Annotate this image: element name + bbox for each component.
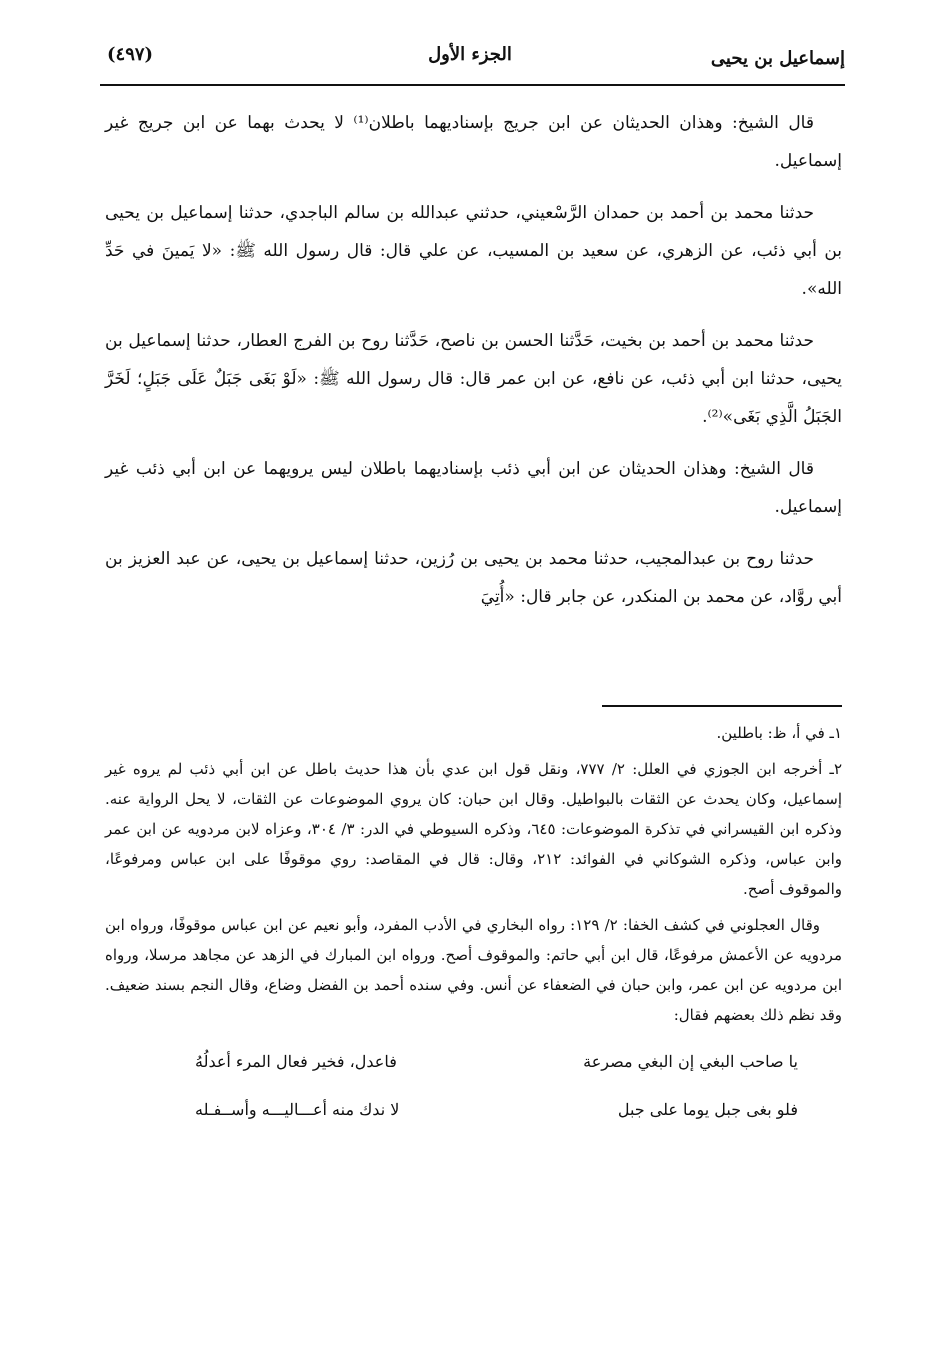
header-rule — [100, 84, 845, 86]
footnote-separator — [602, 705, 842, 707]
verse-second-hemistich: لا ندك منه أعـــاليـــه وأســفـله — [195, 1100, 400, 1119]
verse-first-hemistich: يا صاحب البغي إن البغي مصرعة — [583, 1052, 798, 1071]
footnote-continuation: وقال العجلوني في كشف الخفا: ٢/ ١٢٩: رواه البخاري في الأدب المفرد، وأبو نعيم عن ابن عباس موقوفًا، ورواه ابن مردويه عن الأعمش مرفوعًا، قال ابن أبي حاتم: والموقوف أصح. ورواه ابن المبارك في الزهد عن مجاهد مرسلا، ورواه ابن مردويه عن ابن عمر، وابن حبان في الضعفاء عن أنس. وفي سنده أحمد بن الفضل وضاع، وقال النجم بسند ضعيف. وقد نظم ذلك بعضهم فقال: — [105, 916, 842, 1024]
page-number: (٤٩٧) — [107, 44, 154, 65]
footnotes — [105, 718, 842, 1134]
poem-verse — [105, 1086, 842, 1134]
poem — [105, 1038, 842, 1134]
paragraph: قال الشيخ: وهذان الحديثان عن ابن أبي ذئب بإسناديهما باطلان ليس يرويهما عن ابن أبي ذئب غير إسماعيل. — [105, 459, 842, 517]
verse-first-hemistich: فلو بغى جبل يوما على جبل — [617, 1100, 798, 1119]
running-title: إسماعيل بن يحيى — [710, 48, 845, 69]
footnote: ٢ـ أخرجه ابن الجوزي في العلل: ٢/ ٧٧٧، ونقل قول ابن عدي بأن هذا حديث باطل عن ابن أبي ذئب لم يروه غير إسماعيل، وكان يحدث عن الثقات بالبواطيل. وقال ابن حبان: كان يروي الموضوعات عن الثقات، لا يحل الرواية عنه. وذكره ابن القيسراني في تذكرة الموضوعات: ٦٤٥، وذكره السيوطي في الدر: ٣/ ٣٠٤، وعزاه لابن مردويه عن ابن عمر وابن عباس، وذكره الشوكاني في الفوائد: ٢١٢، وقال: قال في المقاصد: روي موقوفًا على ابن عباس ومرفوعًا، والموقوف أصح. — [105, 760, 842, 898]
footnote: ١ـ في أ، ظ: باطلين. — [716, 724, 842, 742]
part-label: الجزء الأول — [428, 44, 512, 65]
poem-verse — [105, 1038, 842, 1086]
paragraph: حدثنا محمد بن أحمد بن حمدان الرَّسْعيني، حدثني عبدالله بن سالم الباجدي، حدثنا إسماعيل بن يحيى بن أبي ذئب، عن الزهري، عن سعيد بن المسيب، عن علي قال: قال رسول الله ﷺ: «لا يَمينَ في حَدِّ الله». — [105, 203, 842, 299]
verse-second-hemistich: فاعدل، فخير فعال المرء أعدلُهُ — [195, 1052, 397, 1071]
paragraph: قال الشيخ: وهذان الحديثان عن ابن جريج بإسناديهما باطلان⁽¹⁾ لا يحدث بهما عن ابن جريج غير إسماعيل. — [105, 113, 842, 171]
paragraph: حدثنا محمد بن أحمد بن بخيت، حَدَّثنا الحسن بن ناصح، حَدَّثنا روح بن الفرج العطار، حدثنا إسماعيل بن يحيى، حدثنا ابن أبي ذئب، عن نافع، عن ابن عمر قال: قال رسول الله ﷺ: «لَوْ بَغَى جَبَلٌ عَلَى جَبَلٍ؛ لَخَرَّ الجَبَلُ الَّذِي بَغَى»⁽²⁾. — [105, 331, 842, 427]
paragraph: حدثنا روح بن عبدالمجيب، حدثنا محمد بن يحيى بن رُزين، حدثنا إسماعيل بن يحيى، عن عبد العزيز بن أبي روَّاد، عن محمد بن المنكدر، عن جابر قال: «أُتِيَ — [105, 549, 842, 607]
main-text — [105, 104, 842, 630]
page-header — [95, 40, 845, 80]
